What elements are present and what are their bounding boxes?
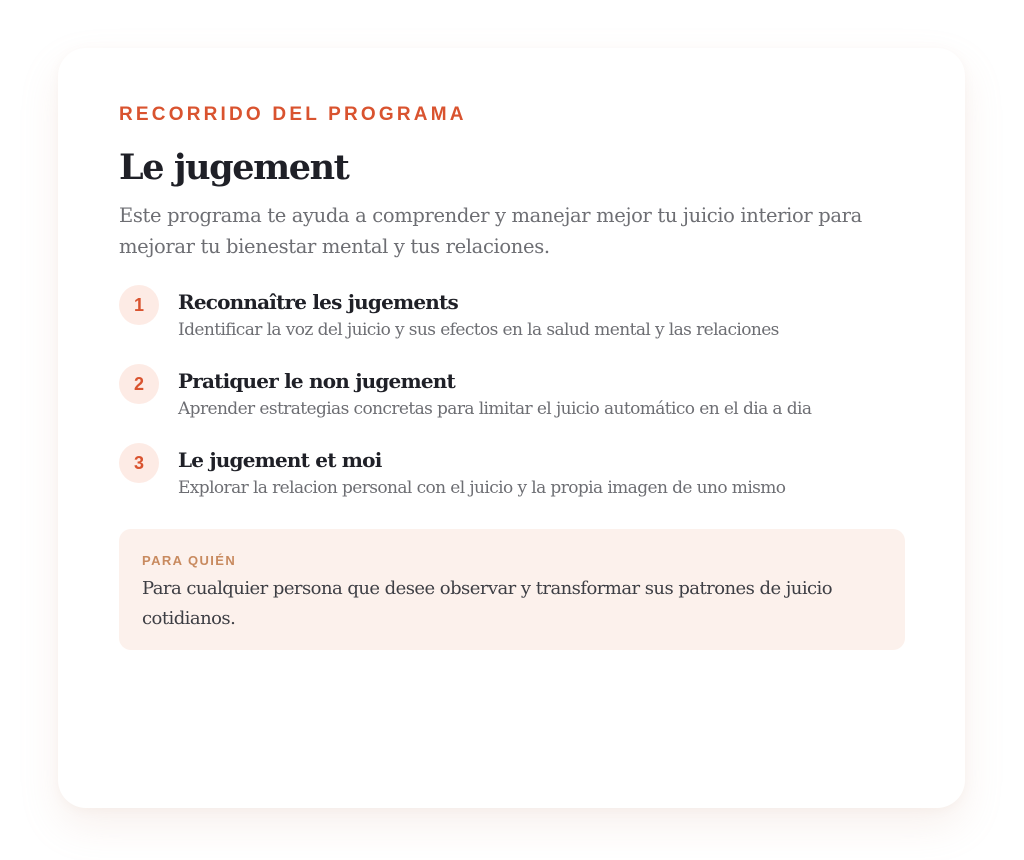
- section-eyebrow: RECORRIDO DEL PROGRAMA: [119, 104, 467, 125]
- step-description: Aprender estrategias concretas para limitar el juicio automático en el dia a dia: [178, 399, 812, 419]
- program-title: Le jugement: [119, 147, 349, 188]
- step-item: [119, 289, 905, 368]
- step-title: Le jugement et moi: [178, 448, 382, 472]
- program-overview-card: [58, 48, 965, 808]
- audience-text: Para cualquier persona que desee observar y transformar sus patrones de juicio cotidianos.: [142, 578, 833, 629]
- step-text: [178, 447, 785, 501]
- step-item: [119, 368, 905, 447]
- step-text: [178, 289, 779, 343]
- step-description: Explorar la relacion personal con el juicio y la propia imagen de uno mismo: [178, 478, 786, 498]
- audience-box: [119, 529, 905, 650]
- program-intro: Este programa te ayuda a comprender y manejar mejor tu juicio interior para mejorar tu bienestar mental y tus relaciones.: [119, 204, 862, 258]
- step-text: [178, 368, 811, 422]
- step-title: Pratiquer le non jugement: [178, 369, 455, 393]
- audience-label: PARA QUIÉN: [142, 553, 237, 568]
- steps-list: [119, 289, 905, 526]
- step-number-badge: 3: [119, 443, 159, 483]
- step-title: Reconnaître les jugements: [178, 290, 458, 314]
- step-number-badge: 1: [119, 285, 159, 325]
- step-item: [119, 447, 905, 526]
- step-number-badge: 2: [119, 364, 159, 404]
- step-description: Identificar la voz del juicio y sus efectos en la salud mental y las relaciones: [178, 320, 779, 340]
